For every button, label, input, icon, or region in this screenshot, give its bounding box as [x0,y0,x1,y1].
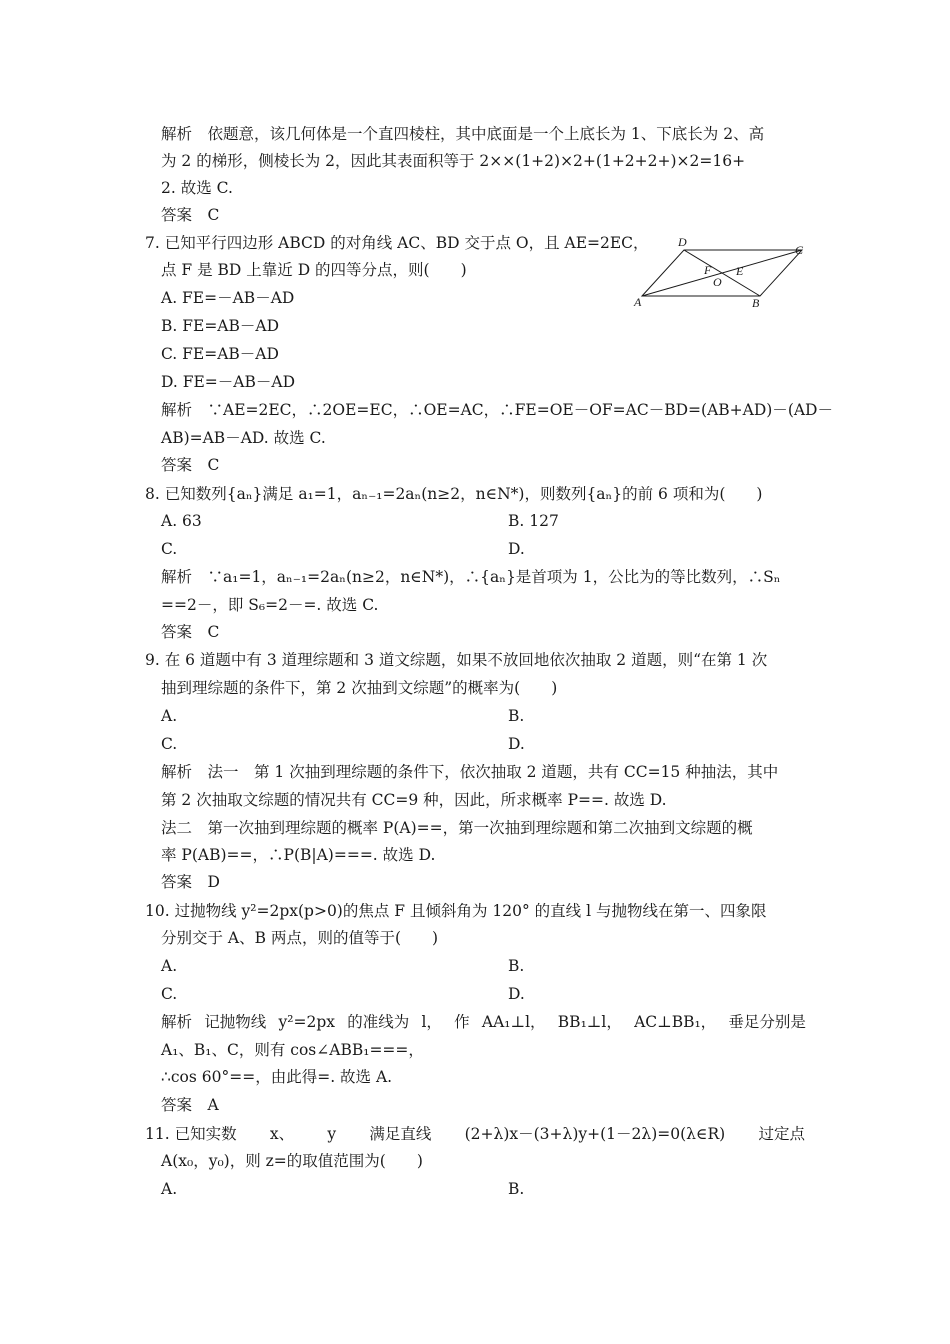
option-7-d: D. FE=－AB－AD [161,373,295,391]
solution-10-line-3: ∴cos 60°==，由此得=. 故选 A. [161,1068,393,1086]
solution-8-line-2: ==2－，即 S₆=2－=. 故选 C. [161,596,379,614]
solution-6-line-2: 为 2 的梯形，侧棱长为 2，因此其表面积等于 2××(1+2)×2+(1+2+2+)×2=16+ [161,152,746,170]
option-10-a: A. [161,957,178,975]
solution-7-line-1: 解析 ∵AE=2EC，∴2OE=EC，∴OE=AC，∴FE=OE－OF=AC－BD=(AB+AD)－(AD－ [161,401,833,419]
figure-label: D [678,235,687,249]
solution-7-line-2: AB)=AB－AD. 故选 C. [161,429,326,447]
solution-9-line-2: 第 2 次抽取文综题的情况共有 CC=9 种，因此，所求概率 P==. 故选 D. [161,791,667,809]
option-10-c: C. [161,985,178,1003]
solution-6-line-1: 解析 依题意，该几何体是一个直四棱柱，其中底面是一个上底长为 1、下底长为 2、高 [161,125,765,143]
figure-label: E [736,264,744,278]
solution-8-line-1: 解析 ∵a₁=1，aₙ₋₁=2aₙ(n≥2，n∈N*)，∴{aₙ}是首项为 1，公比为的等比数列，∴Sₙ [161,568,781,586]
solution-6-line-3: 2. 故选 C. [161,179,233,197]
option-9-a: A. [161,707,178,725]
option-7-c: C. FE=AB－AD [161,345,279,363]
option-8-d: D. [508,540,525,558]
question-7-line-1: 7. 已知平行四边形 ABCD 的对角线 AC、BD 交于点 O，且 AE=2EC， [145,234,649,252]
question-9-line-1: 9. 在 6 道题中有 3 道理综题和 3 道文综题，如果不放回地依次抽取 2 道题，则“在第 1 次 [145,651,768,669]
option-9-b: B. [508,707,525,725]
solution-9-line-3: 法二 第一次抽到理综题的概率 P(A)==，第一次抽到理综题和第二次抽到文综题的概 [161,819,753,837]
figure-label: A [634,295,642,309]
option-10-b: B. [508,957,525,975]
option-8-b: B. 127 [508,512,559,530]
option-8-a: A. 63 [161,512,202,530]
figure-label: F [704,263,712,277]
question-10-line-1: 10. 过抛物线 y²=2px(p>0)的焦点 F 且倾斜角为 120° 的直线 l 与抛物线在第一、四象限 [145,902,767,920]
figure-label: O [713,275,722,289]
option-7-a: A. FE=－AB－AD [161,289,295,307]
figure-label: B [752,296,760,310]
figure-label: C [795,243,804,257]
question-9-line-2: 抽到理综题的条件下，第 2 次抽到文综题”的概率为( ) [161,679,558,697]
answer-9: 答案 D [161,873,220,891]
option-9-d: D. [508,735,525,753]
option-7-b: B. FE=AB－AD [161,317,280,335]
option-11-a: A. [161,1180,178,1198]
answer-6: 答案 C [161,206,220,224]
option-8-c: C. [161,540,178,558]
answer-8: 答案 C [161,623,220,641]
solution-10-line-1: 解析 记抛物线 y²=2px 的准线为 l， 作 AA₁⊥l， BB₁⊥l， AC⊥BB₁， 垂足分别是 [161,1013,806,1031]
answer-10: 答案 A [161,1096,219,1114]
option-10-d: D. [508,985,525,1003]
answer-7: 答案 C [161,456,220,474]
solution-9-line-4: 率 P(AB)==，∴P(B|A)===. 故选 D. [161,846,436,864]
question-11-line-2: A(x₀，y₀)，则 z=的取值范围为( ) [161,1152,423,1170]
question-10-line-2: 分别交于 A、B 两点，则的值等于( ) [161,929,439,947]
option-11-b: B. [508,1180,525,1198]
question-11-line-1: 11. 已知实数 x、 y 满足直线 (2+λ)x－(3+λ)y+(1－2λ)=0(λ∈R) 过定点 [145,1125,805,1143]
question-7-line-2: 点 F 是 BD 上靠近 D 的四等分点，则( ) [161,261,467,279]
parallelogram-figure [628,228,818,320]
option-9-c: C. [161,735,178,753]
solution-10-line-2: A₁、B₁、C，则有 cos∠ABB₁===， [161,1041,424,1059]
question-8: 8. 已知数列{aₙ}满足 a₁=1，aₙ₋₁=2aₙ(n≥2，n∈N*)，则数列{aₙ}的前 6 项和为( ) [145,485,763,503]
solution-9-line-1: 解析 法一 第 1 次抽到理综题的条件下，依次抽取 2 道题，共有 CC=15 种抽法，其中 [161,763,779,781]
